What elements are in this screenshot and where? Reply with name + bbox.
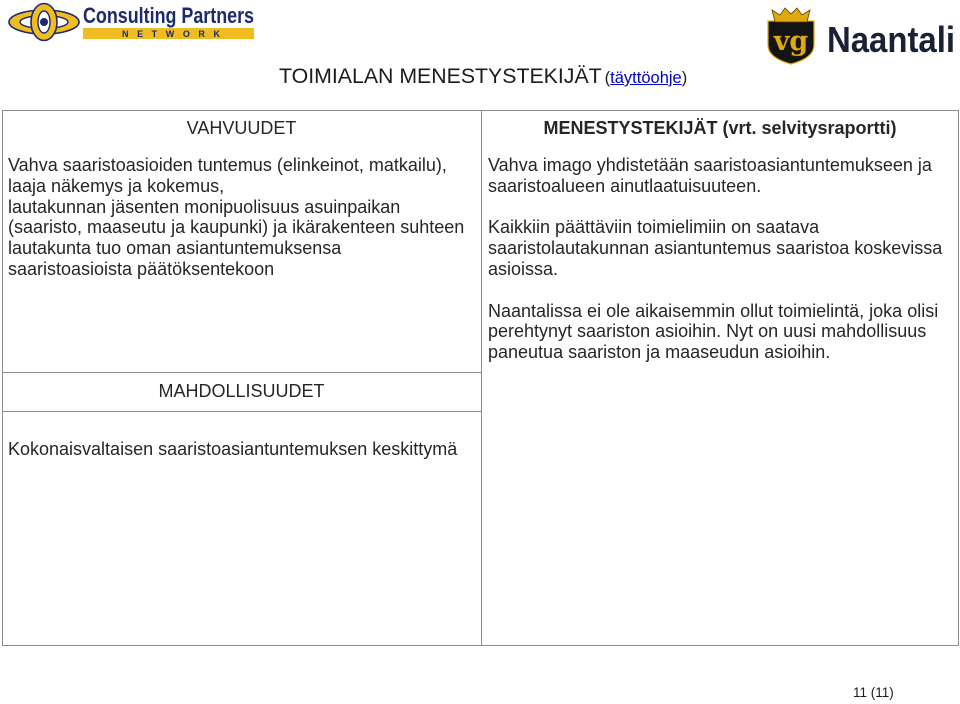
page-number: 11 (11) [853, 685, 894, 700]
strengths-heading: VAHVUUDET [186, 118, 297, 138]
open-paren: ( [604, 69, 611, 87]
success-factors-text [488, 155, 942, 384]
strengths-text [8, 155, 464, 280]
column-divider [481, 110, 482, 646]
paragraph-line: asioissa. [488, 258, 559, 279]
naantali-logo [764, 4, 958, 68]
crest-monogram: vg [773, 26, 809, 57]
network-tagline: NETWORK [122, 29, 220, 39]
strengths-line: lautakunta tuo oman asiantuntemuksensa [8, 238, 342, 259]
paragraph-line: saaristoalueen ainutlaatuisuuteen. [488, 175, 762, 196]
opportunities-top-border [2, 372, 482, 373]
strengths-line: saaristoasioista päätöksentekoon [8, 258, 275, 279]
strengths-line: lautakunnan jäsenten monipuolisuus asuinpaikan [8, 196, 401, 217]
success-factors-paragraph [488, 155, 942, 197]
close-paren: ) [681, 69, 688, 87]
success-factors-heading: MENESTYSTEKIJÄT (vrt. selvitysraportti) [543, 118, 897, 138]
page-title-text: TOIMIALAN MENESTYSTEKIJÄT [279, 64, 602, 88]
instructions-link[interactable]: täyttöohje [610, 69, 682, 87]
success-factors-paragraph [488, 301, 942, 363]
page-title [279, 63, 687, 91]
emblem-core [40, 18, 48, 26]
paragraph-line: saaristolautakunnan asiantuntemus saaristoa koskevissa [488, 238, 943, 259]
consulting-partners-emblem-icon [9, 4, 79, 41]
consulting-partners-name: Consulting Partners [83, 3, 254, 28]
consulting-partners-logo [6, 2, 260, 42]
naantali-name: Naantali [827, 19, 955, 60]
paragraph-line: perehtynyt saariston asioihin. Nyt on uusi mahdollisuus [488, 321, 927, 342]
strengths-line: laaja näkemys ja kokemus, [8, 175, 225, 196]
naantali-crest-icon [768, 8, 814, 64]
paragraph-line: Vahva imago yhdistetään saaristoasiantuntemukseen ja [488, 155, 932, 175]
paragraph-line: Kaikkiin päättäviin toimielimiin on saatava [488, 217, 820, 238]
instructions-link-group [605, 69, 688, 87]
success-factors-paragraph [488, 217, 942, 279]
opportunities-bottom-border [2, 411, 482, 412]
paragraph-line: Naantalissa ei ole aikaisemmin ollut toimielintä, joka olisi [488, 300, 939, 321]
strengths-line: Vahva saaristoasioiden tuntemus (elinkeinot, matkailu), [8, 155, 447, 175]
opportunities-heading: MAHDOLLISUUDET [158, 381, 325, 401]
paragraph-line: paneutua saariston ja maaseudun asioihin. [488, 342, 831, 363]
crown-icon [772, 8, 810, 22]
opportunities-text: Kokonaisvaltaisen saaristoasiantuntemuksen keskittymä [8, 439, 458, 459]
strengths-line: (saaristo, maaseutu ja kaupunki) ja ikärakenteen suhteen [8, 217, 465, 238]
